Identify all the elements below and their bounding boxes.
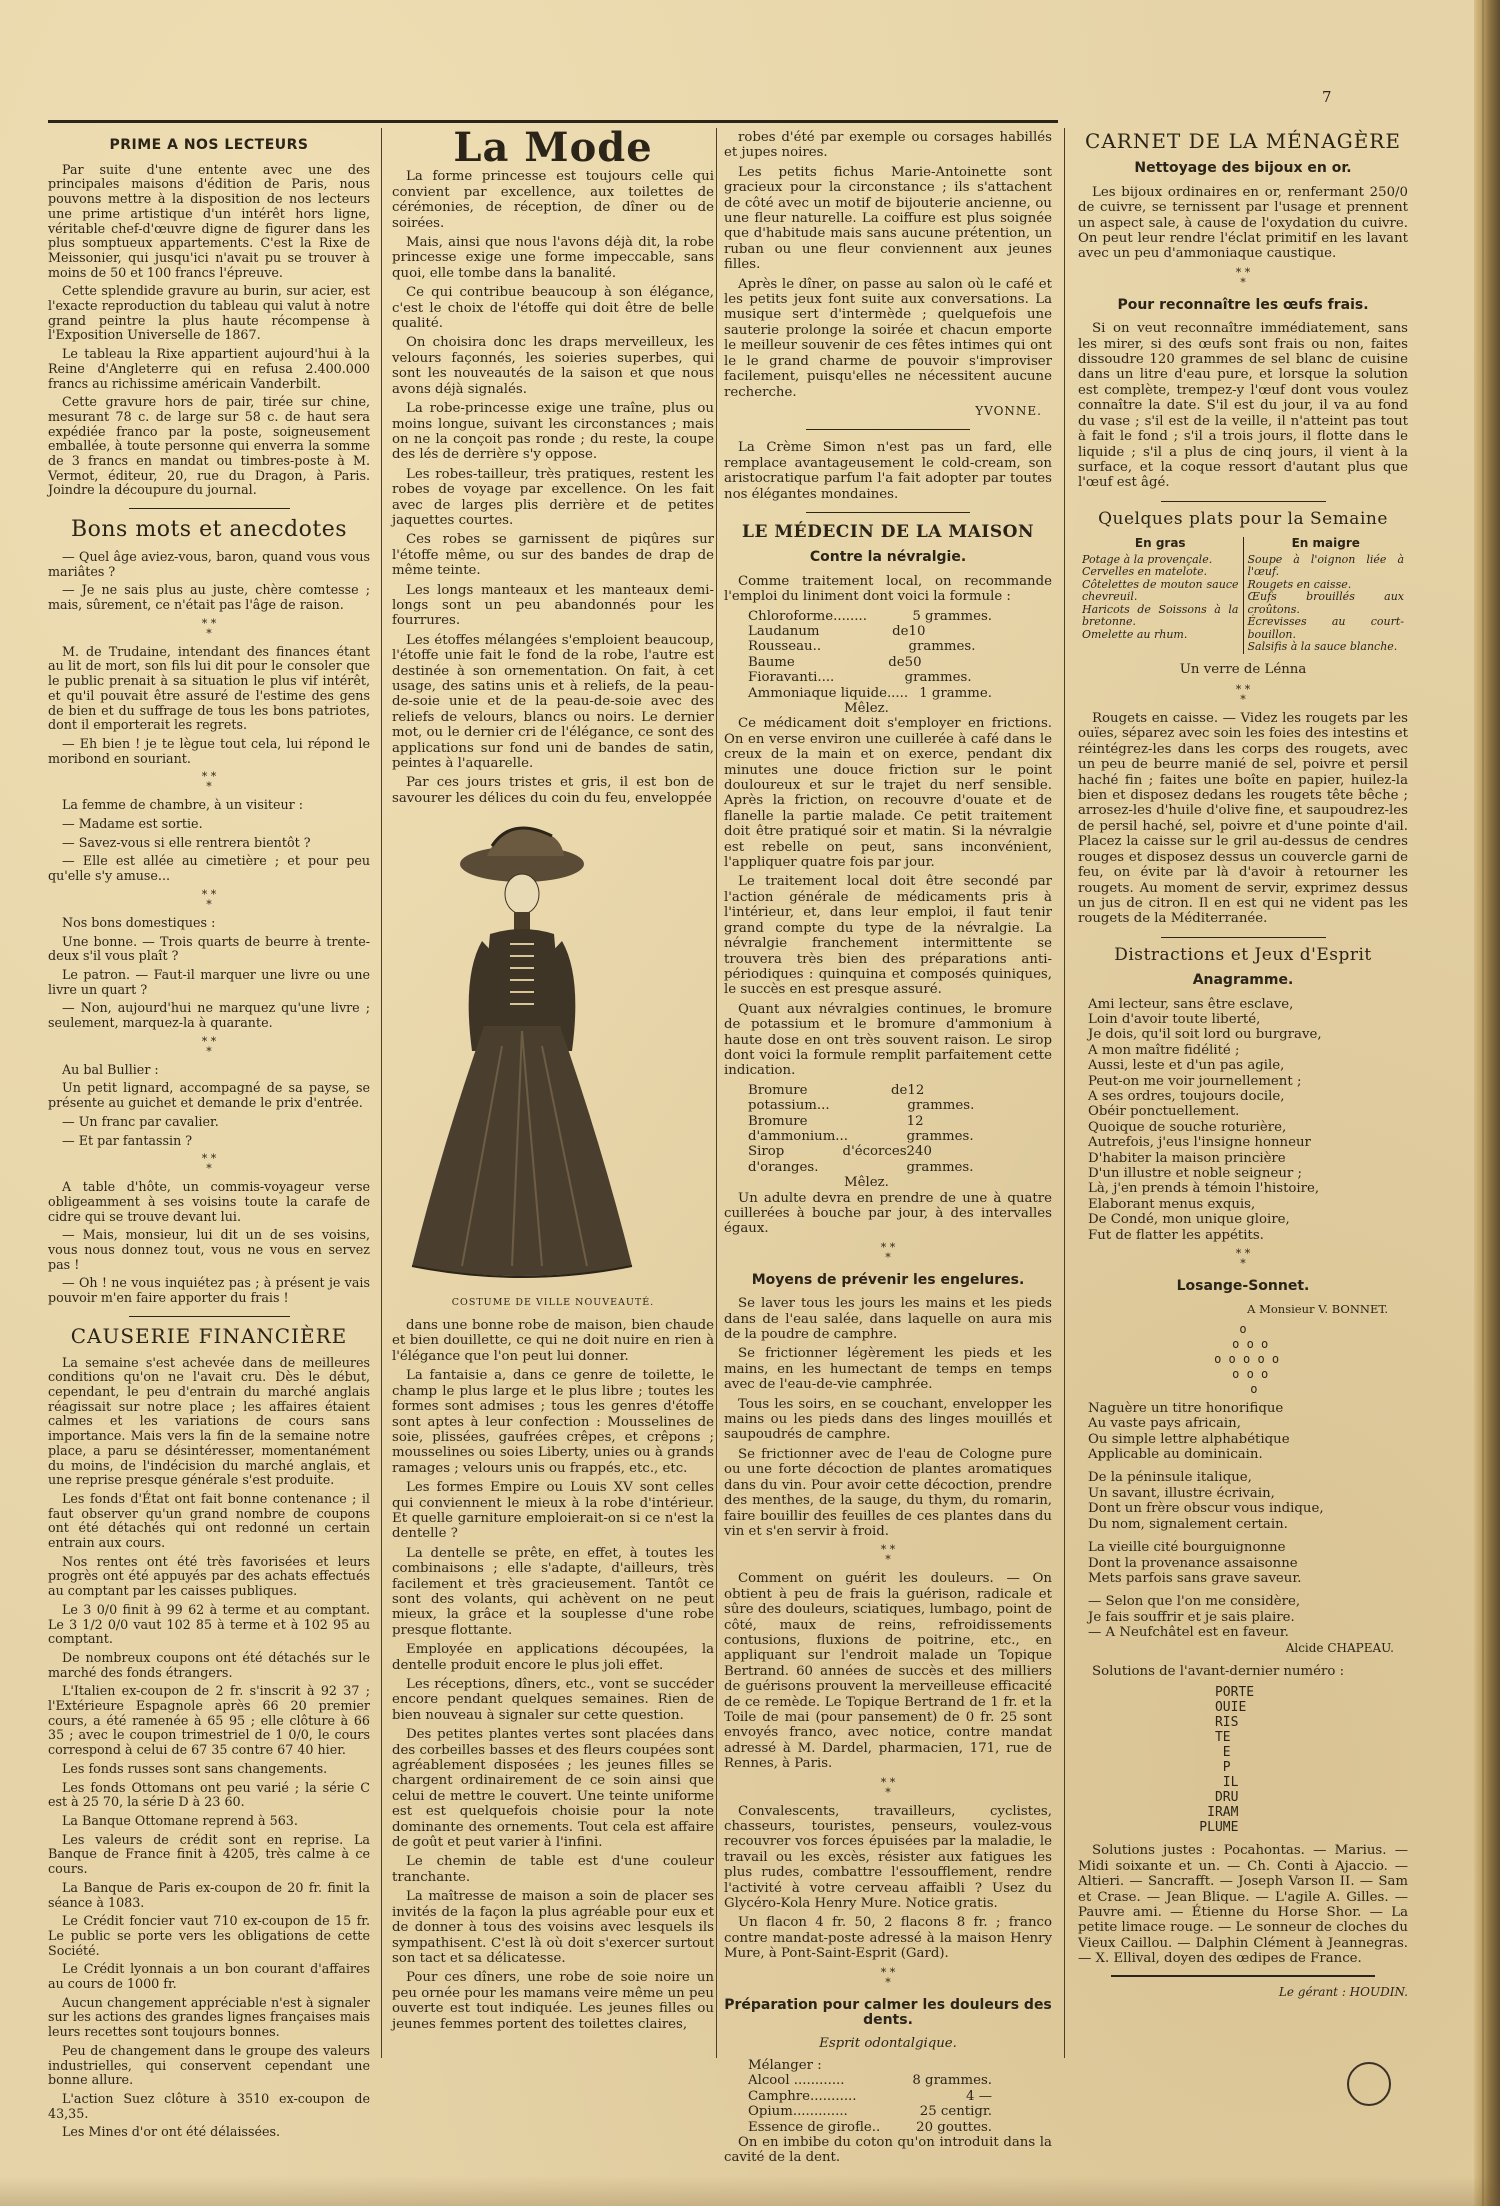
paragraph: — Et par fantassin ? — [62, 1132, 193, 1148]
mode-title: La Mode — [453, 124, 653, 171]
figure-caption: COSTUME DE VILLE NOUVEAUTÉ. — [451, 1296, 655, 1308]
paragraph: La semaine s'est achevée dans de meilleures conditions qu'on ne l'avait cru. Dès le début, cependant, le peu d'entrain du marché anglais réagissait sur notre place ; les affaires étaient calmes et les variations de cours sans importance. Mais vers la fin de la semaine notre place, a paru se désintéresser, momentanément du moins, de l'indécision du marché anglais, et une reprise presque générale s'est produite. — [48, 1354, 370, 1488]
paragraph: La forme princesse est toujours celle qui convient par excellence, aux toilettes de cérémonies, de réception, de dîner ou de soirées. — [392, 169, 714, 231]
dose-ingredient: Ammoniaque liquide..... — [748, 685, 909, 701]
paragraph: Cette gravure hors de pair, tirée sur chine, mesurant 78 c. de large sur 58 c. de haut sera expédiée franco par la poste, soigneusement emballée, à toute personne qui enverra la somme de 3 francs en mandat ou timbres-poste à M. Vermot, éditeur, 20, rue du Dragon, à Paris. Joindre la découpure du journal. — [48, 394, 370, 498]
melanger-label: Mélanger : — [748, 2057, 822, 2073]
plats-title: Quelques plats pour la Semaine — [1098, 508, 1388, 529]
separator — [806, 512, 970, 513]
dose-ingredient: Opium............. — [748, 2104, 848, 2120]
dose-ingredient: Essence de girofle.. — [748, 2119, 881, 2135]
asterism: * * * — [880, 1240, 896, 1264]
medecin-title: LE MÉDECIN DE LA MAISON — [741, 521, 1034, 542]
verse-line: Aussi, leste et d'un pas agile, — [1088, 1058, 1285, 1074]
verse-line: Écrevisses au court-bouillon. — [1247, 615, 1404, 641]
paragraph: Les étoffes mélangées s'emploient beaucoup, l'étoffe unie fait le fond de la robe, l'autre est destinée à son ornementation. On fait, à cet usage, des satins unis et à reliefs, de la peau-de-soie unie et de la peau-de-soie avec des reliefs de velours, blancs ou noirs. Le dernier mot, ou le dernier cri de l'élégance, ce sont des applications sur fond uni de bandes de satin, peintes à l'aquarelle. — [392, 632, 714, 772]
closing-rule — [1111, 1975, 1375, 1977]
nevralgie-intro: Comme traitement local, on recommande l'emploi du liniment dont voici la formule : — [724, 573, 1052, 605]
paragraph: Des petites plantes vertes sont placées dans des corbeilles basses et des fleurs coupées sont agréablement disposées ; les jeunes filles se chargent ordinairement de ce soin ainsi que celui de mettre le couvert. Une teinte uniforme est est quelquefois choisie pour la note dominante des ornements. Tout cela est affaire de goût et peut varier à l'infini. — [392, 1727, 714, 1851]
paragraph: Par ces jours tristes et gris, il est bon de savourer les délices du coin du feu, enveloppée — [392, 775, 714, 806]
paragraph: Les valeurs de crédit sont en reprise. La Banque de France finit à 4205, très calme à ce cours. — [48, 1831, 370, 1877]
verse-line — [1088, 1532, 1408, 1540]
verse-line: Haricots de Soissons à la bretonne. — [1082, 602, 1239, 629]
verse-line: Elaborant menus exquis, — [1088, 1196, 1256, 1212]
creme-ad: La Crème Simon n'est pas un fard, elle remplace avantageusement le cold-cream, son aristocratique parfum l'a fait adopter par toutes nos élégantes mondaines. — [724, 440, 1052, 502]
adulte-note: Un adulte devra en prendre de une à quatre cuillerées à bouche par jour, à des intervalles égaux. — [724, 1190, 1052, 1237]
verse-line: Naguère un titre honorifique — [1088, 1400, 1284, 1416]
verse-line: Rougets en caisse. — [1247, 577, 1352, 591]
verse-line: Œufs brouillés aux croûtons. — [1247, 590, 1404, 616]
mode-signature: YVONNE. — [975, 403, 1042, 418]
bons-mots-body — [48, 550, 370, 1306]
paragraph: Le chemin de table est d'une couleur tranchante. — [392, 1854, 714, 1885]
paragraph: La femme de chambre, à un visiteur : — [62, 797, 304, 813]
mode-body-after — [392, 1318, 714, 2032]
bijoux-text: Les bijoux ordinaires en or, renfermant 250/0 de cuivre, se ternissent par l'usage et prennent un aspect sale, à cause de l'oxydation du cuivre. On peut leur rendre l'éclat primitif en les lavant avec un peu d'ammoniaque caustique. — [1078, 184, 1408, 262]
paragraph: — Savez-vous si elle rentrera bientôt ? — [62, 834, 311, 850]
separator — [129, 508, 290, 509]
dose-amount: 25 centigr. — [919, 2104, 992, 2120]
maigre-list — [1248, 554, 1405, 654]
dose-row — [748, 2104, 1052, 2119]
asterism: * * * — [1235, 265, 1251, 289]
dose-amount: 5 grammes. — [912, 608, 992, 624]
paragraph: — Un franc par cavalier. — [62, 1113, 219, 1129]
verse-line: Dont un frère obscur vous indique, — [1088, 1501, 1324, 1517]
paragraph: A table d'hôte, un commis-voyageur verse obligeamment à ses voisins toute la carafe de cidre qui se trouve devant lui. — [48, 1179, 370, 1224]
asterism: * * * — [880, 1965, 896, 1989]
sonnet-signature: Alcide CHAPEAU. — [1285, 1640, 1394, 1655]
verse-line: Je dois, qu'il soit lord ou burgrave, — [1088, 1027, 1322, 1043]
column-rule — [381, 128, 382, 2058]
verse-line: D'habiter la maison princière — [1088, 1150, 1286, 1166]
flacon-ad: Un flacon 4 fr. 50, 2 flacons 8 fr. ; franco contre mandat-poste adressé à la maison Henry Mure, à Pont-Saint-Esprit (Gard). — [724, 1915, 1052, 1962]
paragraph: — Eh bien ! je te lègue tout cela, lui répond le moribond en souriant. — [48, 735, 370, 766]
verse-line: De Condé, mon unique gloire, — [1088, 1212, 1290, 1228]
engelures-body — [724, 1296, 1052, 1539]
page-edge — [1474, 0, 1500, 2206]
dose-row — [748, 1144, 1052, 1175]
gras-list — [1082, 554, 1239, 642]
verse-line: Au vaste pays africain, — [1088, 1416, 1241, 1432]
prime-title: PRIME A NOS LECTEURS — [109, 137, 309, 153]
paragraph: Tous les soirs, en se couchant, envelopper les mains ou les pieds dans des linges mouillés et saupoudrés de camphre. — [724, 1396, 1052, 1443]
paragraph: Peu de changement dans le groupe des valeurs industrielles, qui conservent cependant une bonne allure. — [48, 2042, 370, 2088]
verse-line: Peut-on me voir journellement ; — [1088, 1073, 1302, 1089]
verse-line: Dont la provenance assaisonne — [1088, 1555, 1298, 1571]
separator — [1161, 501, 1326, 502]
dose-list — [724, 1083, 1052, 1175]
paragraph: Se laver tous les jours les mains et les pieds dans de l'eau salée, dans laquelle on aura mis de la poudre de camphre. — [724, 1296, 1052, 1343]
separator — [129, 1316, 290, 1317]
paragraph: Les fonds Ottomans ont peu varié ; la série C est à 25 70, la série D à 23 60. — [48, 1779, 370, 1810]
verse-line: Autrefois, j'eus l'insigne honneur — [1088, 1135, 1311, 1151]
verse-line — [1088, 1462, 1408, 1470]
nevralgie-body — [724, 716, 1052, 1078]
dose-amount: 12 grammes. — [906, 1113, 974, 1144]
convalescents-ad: Convalescents, travailleurs, cyclistes, chasseurs, touristes, penseurs, voulez-vous recouvrer vos forces épuisées par la maladie, le travail ou les excès, résister aux fatigues les plus rudes, combattre l'essoufflement, rendre l'activité à votre cerveau affaibli ? Usez du Glycéro-Kola Henry Mure. Notice gratis. — [724, 1803, 1052, 1912]
column-4 — [1078, 130, 1408, 2000]
paragraph: Aucun changement appréciable n'est à signaler sur les actions des grandes lignes françaises mais leurs recettes sont toujours bonnes. — [48, 1994, 370, 2040]
dents-subtitle: Esprit odontalgique. — [819, 2036, 957, 2052]
dose-row — [748, 2120, 1052, 2135]
paragraph: Ce qui contribue beaucoup à son élégance, c'est le choix de l'étoffe qui doit être de belle qualité. — [392, 285, 714, 332]
verse-line: Là, j'en prends à témoin l'histoire, — [1088, 1181, 1320, 1197]
paragraph: Nos rentes ont été très favorisées et leurs progrès ont été appuyés par des achats effectués au comptant par les caisses publiques. — [48, 1553, 370, 1599]
dents-title: Préparation pour calmer les douleurs des dents. — [724, 1996, 1052, 2029]
paragraph: La maîtresse de maison a soin de placer ses invités de la façon la plus agréable pour eux et de donner à tous des voisins avec lesquels ils sympathisent. C'est là où doit s'exercer surtout son tact et sa délicatesse. — [392, 1889, 714, 1966]
paragraph: — Je ne sais plus au juste, chère comtesse ; mais, sûrement, ce n'était pas l'âge de raison. — [48, 582, 370, 612]
anagramme-title: Anagramme. — [1192, 972, 1294, 989]
paragraph: Les Mines d'or ont été délaissées. — [62, 2124, 281, 2140]
separator — [806, 429, 970, 430]
dose-ingredient: Bromure d'ammonium... — [748, 1113, 848, 1144]
nevralgie-title: Contre la névralgie. — [809, 549, 967, 566]
paragraph: Employée en applications découpées, la dentelle produit encore le plus joli effet. — [392, 1642, 714, 1673]
paragraph: Après le dîner, on passe au salon où le café et les petits jeux font suite aux conversations. La musique sert d'intermède ; quelquefois une sauterie prolonge la soirée et chacun emporte le meilleur souvenir de ces fêtes intimes qui ont le le grand charme de pouvoir s'improviser facilement, puisqu'elles ne nécessitent aucune recherche. — [724, 276, 1052, 400]
paragraph: Les formes Empire ou Louis XV sont celles qui conviennent le mieux à la robe d'intérieur. Et quelle garniture emploierait-on si ce n'est la dentelle ? — [392, 1480, 714, 1542]
dose-row — [748, 1114, 1052, 1145]
anagramme-verse — [1078, 997, 1408, 1244]
menu-gras — [1078, 537, 1243, 654]
verse-line — [1088, 1586, 1408, 1594]
menu-table — [1078, 537, 1408, 654]
paragraph: Les petits fichus Marie-Antoinette sont gracieux pour la circonstance ; ils s'attachent de côté avec un motif de bijouterie ancienne, ou une fleur naturelle. La coiffure est plus soignée que d'habitude mais sans aucune prétention, un ruban ou une fleur conviennent aux jeunes filles. — [724, 164, 1052, 273]
dose-row — [748, 686, 1052, 701]
dose-ingredient: Sirop d'écorces d'oranges. — [748, 1144, 907, 1175]
paragraph: Au bal Bullier : — [62, 1061, 159, 1077]
paragraph: Une bonne. — Trois quarts de beurre à trente-deux s'il vous plaît ? — [48, 933, 370, 964]
paragraph: Le patron. — Faut-il marquer une livre ou une livre un quart ? — [48, 966, 370, 997]
verse-line: Potage à la provençale. — [1082, 552, 1213, 566]
paragraph: La Banque Ottomane reprend à 563. — [62, 1812, 298, 1828]
dose-amount: 8 grammes. — [912, 2073, 992, 2089]
verse-line: Fut de flatter les appétits. — [1088, 1227, 1264, 1243]
paragraph: Pour ces dîners, une robe de soie noire un peu ornée pour les mamans veire même un peu ouverte est tout indiquée. Les jeunes filles ou jeunes femmes portent des toilettes claires, — [392, 1970, 714, 2032]
verse-line: Salsifis à la sauce blanche. — [1247, 640, 1398, 654]
paragraph: — Elle est allée au cimetière ; et pour peu qu'elle s'y amuse... — [48, 853, 370, 884]
paragraph: Ces robes se garnissent de piqûres sur l'étoffe même, ou sur des bandes de drap de même teinte. — [392, 532, 714, 579]
paragraph: Cette splendide gravure au burin, sur acier, est l'exacte reproduction du tableau qui valut à notre grand peintre la plus haute récompense à l'Exposition Universelle de 1867. — [48, 283, 370, 343]
dose-amount: 50 grammes. — [904, 654, 972, 686]
engelures-title: Moyens de prévenir les engelures. — [751, 1271, 1025, 1288]
paragraph: — Quel âge aviez-vous, baron, quand vous vous mariâtes ? — [48, 548, 370, 579]
verse-line: Mets parfois sans grave saveur. — [1088, 1570, 1302, 1586]
paragraph: La robe-princesse exige une traîne, plus ou moins longue, suivant les circonstances ; mais on ne la conçoit pas ronde ; du reste, la coupe des lés de derrière s'y oppose. — [392, 401, 714, 463]
asterism: * * * — [201, 616, 217, 640]
paragraph: — Oh ! ne vous inquiétez pas ; à présent je vais pouvoir m'en faire apporter du frais ! — [48, 1275, 370, 1306]
menu-maigre — [1243, 537, 1409, 654]
verse-line: Ami lecteur, sans être esclave, — [1088, 996, 1294, 1012]
losange-grid: o o o o o o o o o o o o o — [1214, 1321, 1280, 1396]
paragraph: Le 3 0/0 finit à 99 62 à terme et au comptant. Le 3 1/2 0/0 vaut 102 85 à terme et à 102 95 au comptant. — [48, 1601, 370, 1647]
fashion-illustration — [392, 816, 652, 1286]
bons-mots-title: Bons mots et anecdotes — [70, 517, 348, 543]
paragraph: L'action Suez clôture à 3510 ex-coupon de 43,35. — [48, 2090, 370, 2121]
oeufs-title: Pour reconnaître les œufs frais. — [1117, 296, 1369, 313]
verse-line: Je fais souffrir et je sais plaire. — [1088, 1609, 1295, 1625]
solutions-words: PORTE OUIE RIS TE E P IL DRU IRAM PLUME — [1199, 1685, 1255, 1836]
dedicace: A Monsieur V. BONNET. — [1247, 1302, 1388, 1317]
asterism: * * * — [201, 1152, 217, 1176]
verse-line: De la péninsule italique, — [1088, 1470, 1252, 1486]
paragraph: — Madame est sortie. — [62, 816, 203, 832]
paragraph: Les robes-tailleur, très pratiques, restent les robes de voyage par excellence. On les fait avec de larges plis derrière et de petites jaquettes courtes. — [392, 466, 714, 528]
dose-list — [724, 2073, 1052, 2135]
page-number: 7 — [1322, 88, 1332, 106]
dose-ingredient: Chloroforme........ — [748, 608, 867, 624]
paragraph: Quant aux névralgies continues, le bromure de potassium et le bromure d'ammonium à haute dose en ont très souvent raison. Le sirop dont voici la formule remplit parfaitement cette indication. — [724, 1001, 1052, 1079]
paragraph: La Banque de Paris ex-coupon de 20 fr. finit la séance à 1083. — [48, 1879, 370, 1910]
paragraph: — Non, aujourd'hui ne marquez qu'une livre ; seulement, marquez-la à quarante. — [48, 1000, 370, 1031]
separator — [1161, 937, 1326, 938]
dose-row — [748, 2089, 1052, 2104]
header-rule — [48, 120, 1058, 123]
dose-row — [748, 609, 1052, 624]
paragraph: Mais, ainsi que nous l'avons déjà dit, la robe princesse exige une forme impeccable, sans quoi, elle tombe dans la banalité. — [392, 235, 714, 281]
paragraph: — Mais, monsieur, lui dit un de ses voisins, vous nous donnez tout, vous ne vous en servez pas ! — [48, 1227, 370, 1272]
paragraph: La fantaisie a, dans ce genre de toilette, le champ le plus large et le plus libre ; toutes les formes sont admises ; tous les genres d'étoffe sont aptes à leur confection : Mousselines de soie, plissées, gaufrées crêpes, et crêpons ; mousselines ou soies Liberty, unies ou à grands ramages ; velours unis ou frappés, etc., etc. — [392, 1368, 714, 1476]
plats-signature: Un verre de Lénna — [1179, 661, 1307, 677]
column-3 — [724, 130, 1052, 2170]
paragraph: M. de Trudaine, intendant des finances étant au lit de mort, son fils lui dit pour le consoler que le public prenait à sa situation le plus vif intérêt, et qu'il pouvait être assuré de l'estime des gens de bien et du suffrage de tous les bons patriotes, dont il emporterait les regrets. — [48, 643, 370, 733]
column-rule — [716, 128, 717, 2058]
paragraph: Le Crédit foncier vaut 710 ex-coupon de 15 fr. Le public se porte vers les obligations de cette Société. — [48, 1913, 370, 1958]
verse-line: A mon maître fidélité ; — [1088, 1042, 1240, 1058]
verse-line: Applicable au dominicain. — [1088, 1447, 1263, 1463]
verse-line: D'un illustre et noble seigneur ; — [1088, 1166, 1302, 1181]
melez: Mêlez. — [844, 701, 889, 716]
paragraph: Les réceptions, dîners, etc., vont se succéder encore pendant quelques semaines. Rien de bien nouveau à signaler sur cette question. — [392, 1677, 714, 1723]
mode-body-before — [392, 169, 714, 806]
solutions-justes: Solutions justes : Pocahontas. — Marius. — Midi soixante et un. — Ch. Conti à Ajaccio. — Altieri. — Sancrafft. — Joseph Varson II. — Sam et Crase. — Jean Blique. — L'agile A. Gilles. — Pauvre ami. — Étienne du Horse Shor. — La petite limace rouge. — Le sonneur de cloches du Vieux Caillou. — Dalphin Clément à Jeannegras. — X. Ellival, doyen des œdipes de France. — [1078, 1843, 1408, 1967]
asterism: * * * — [201, 770, 217, 794]
dose-amount: 240 grammes. — [906, 1144, 974, 1175]
dose-ingredient: Baume de Fioravanti.... — [748, 654, 905, 686]
paragraph: Se frictionner avec de l'eau de Cologne pure ou une forte décoction de plantes aromatiques dans du vin. Pour avoir cette décoction, prendre des menthes, de la sauge, du thym, du romarin, faire bouillir des feuilles de ces plantes dans du vin et s'en servir à froid. — [724, 1446, 1052, 1539]
verse-line: Soupe à l'oignon liée à l'œuf. — [1247, 552, 1404, 579]
verse-line: Cervelles en matelote. — [1082, 565, 1208, 579]
dose-ingredient: Bromure de potassium... — [748, 1082, 908, 1114]
prime-body — [48, 163, 370, 498]
bijoux-title: Nettoyage des bijoux en or. — [1134, 160, 1352, 177]
paragraph: De nombreux coupons ont été détachés sur le marché des fonds étrangers. — [48, 1649, 370, 1680]
paragraph: Le Crédit lyonnais a un bon courant d'affaires au cours de 1000 fr. — [48, 1961, 370, 1992]
asterism: * * * — [201, 887, 217, 911]
dose-ingredient: Alcool ............ — [748, 2073, 845, 2089]
oeufs-text: Si on veut reconnaître immédiatement, sans les mirer, si des œufs sont frais ou non, faites dissoudre 120 grammes de sel blanc de cuisine dans un litre d'eau pure, et lorsque la solution est complète, trempez-y l'œuf dont vous voulez connaître la date. S'il est du jour, il va au fond du vase ; s'il est de la veille, il n'atteint pas tout à fait le fond ; s'il a trois jours, il flotte dans le liquide ; s'il a plus de cinq jours, il vient à la surface, et la coque ressort d'autant plus que l'œuf est âgé. — [1078, 321, 1408, 491]
dose-ingredient: Laudanum de Rousseau.. — [748, 623, 909, 655]
douleurs-ad: Comment on guérit les douleurs. — On obtient à peu de frais la guérison, radicale et sûre des douleurs, sciatiques, lumbago, point de côté, maux de reins, refroidissements contusions, fluxions de poitrine, etc., en appliquant sur l'endroit malade un Topique Bertrand. 60 années de succès et des milliers de guérisons prouvent la merveilleuse efficacité de ce remède. Le Topique Bertrand de 1 fr. et la Toile de mai (pour pansement) de 0 fr. 25 sont envoyés franco, avec notice, contre mandat adressé à M. Dardel, pharmacien, 171, rue de Rennes, à Paris. — [724, 1571, 1052, 1772]
verse-line: La vieille cité bourguignonne — [1088, 1540, 1286, 1556]
gras-heading: En gras — [1134, 536, 1186, 551]
dose-amount: 4 — — [966, 2088, 992, 2104]
paragraph: L'Italien ex-coupon de 2 fr. s'inscrit à 92 37 ; l'Extérieure Espagnole après 66 20 premier cours, a été ramenée à 65 95 ; elle clôture à 66 35 ; avec le coupon trimestriel de 1 0/0, le cours correspond à celui de 67 35 contre 67 40 hier. — [48, 1683, 370, 1758]
paragraph: On choisira donc les draps merveilleux, les velours façonnés, les soieries superbes, qui sont les nouveautés de la saison et que nous avons déjà signalés. — [392, 335, 714, 397]
dose-amount: 1 gramme. — [919, 685, 992, 701]
column-1 — [48, 130, 370, 2144]
paragraph: La dentelle se prête, en effet, à toutes les combinaisons ; elle s'adapte, d'ailleurs, très facilement et très gracieusement. Tantôt ce sont des volants, qui achèvent on ne peut mieux, la grâce et la souplesse d'une robe presque flottante. — [392, 1545, 714, 1638]
verse-line: — A Neufchâtel est en faveur. — [1088, 1625, 1289, 1641]
column-2 — [392, 124, 714, 2036]
menagere-title: CARNET DE LA MÉNAGÈRE — [1085, 129, 1401, 153]
gerant-line: Le gérant : HOUDIN. — [1278, 1984, 1408, 1999]
mode-continuation — [724, 130, 1052, 400]
verse-line: Côtelettes de mouton sauce chevreuil. — [1082, 577, 1239, 604]
dose-row — [748, 1083, 1052, 1114]
verse-line: Du nom, signalement certain. — [1088, 1516, 1288, 1532]
asterism: * * * — [1235, 1247, 1251, 1271]
paragraph: Les longs manteaux et les manteaux demi-longs sont un peu abandonnés pour les fourrures. — [392, 582, 714, 629]
dose-amount: 20 gouttes. — [916, 2119, 992, 2135]
ink-stamp — [1347, 2062, 1391, 2106]
dose-row — [748, 655, 1052, 686]
maigre-heading: En maigre — [1291, 536, 1360, 551]
asterism: * * * — [880, 1543, 896, 1567]
paragraph: Par suite d'une entente avec une des principales maisons d'édition de Paris, nous pouvons mettre à la disposition de nos lecteurs une prime artistique d'un intérêt hors ligne, véritable chef-d'œuvre digne de figurer dans les plus somptueux appartements. C'est la Rixe de Meissonier, qui jusqu'ici n'avait pu se trouver à moins de 50 et 100 francs l'épreuve. — [48, 161, 370, 280]
paragraph: Se frictionner légèrement les pieds et les mains, en les humectant de temps en temps avec de l'eau-de-vie camphrée. — [724, 1346, 1052, 1393]
page-shadow — [0, 2176, 1500, 2206]
losange-title: Losange-Sonnet. — [1176, 1278, 1310, 1295]
paragraph: Un petit lignard, accompagné de sa payse, se présente au guichet et demande le prix d'entrée. — [48, 1080, 370, 1111]
dose-row — [748, 624, 1052, 655]
causerie-body — [48, 1356, 370, 2140]
paragraph: Le traitement local doit être secondé par l'action générale de médicaments pris à l'intérieur, et, dans leur emploi, il faut tenir grand compte du type de la névralgie. La névralgie franchement intermittente se trouvera très bien des préparations anti-périodiques : quinquina et composés quiniques, le succès en est presque assuré. — [724, 874, 1052, 998]
paragraph: robes d'été par exemple ou corsages habillés et jupes noires. — [724, 130, 1052, 161]
paragraph: Les fonds russes sont sans changements. — [62, 1760, 328, 1776]
paragraph: Nos bons domestiques : — [62, 914, 216, 930]
verse-line: Un savant, illustre écrivain, — [1088, 1485, 1275, 1501]
verse-line: Obéir ponctuellement. — [1088, 1104, 1240, 1120]
asterism: * * * — [1235, 683, 1251, 707]
asterism: * * * — [880, 1775, 896, 1799]
dose-amount: 12 grammes. — [907, 1082, 975, 1114]
dose-list — [724, 609, 1052, 701]
verse-line: — Selon que l'on me considère, — [1088, 1594, 1301, 1610]
solutions-label: Solutions de l'avant-dernier numéro : — [1092, 1663, 1345, 1679]
paragraph: Le tableau la Rixe appartient aujourd'hui à la Reine d'Angleterre qui en refusa 2.400.000 francs au richissime américain Vanderbilt. — [48, 346, 370, 391]
causerie-title: CAUSERIE FINANCIÈRE — [70, 1323, 348, 1348]
paragraph: Ce médicament doit s'employer en frictions. On en verse environ une cuillerée à café dans le creux de la main et on exerce, pendant dix minutes une douce friction sur le point douloureux et sur le trajet du nerf sensible. Après la friction, on recouvre d'ouate et de flanelle la partie malade. Ce petit traitement doit être pratiqué soir et matin. Si la névralgie est rebelle on peut, sans inconvénient, l'appliquer quatre fois par jour. — [724, 716, 1052, 871]
verse-line: Loin d'avoir toute liberté, — [1088, 1011, 1261, 1027]
paragraph: Les fonds d'État ont fait bonne contenance ; il faut observer qu'un grand nombre de coupons ont été détachés qui ont redonné un certain entrain aux cours. — [48, 1490, 370, 1551]
verse-line: Omelette au rhum. — [1082, 627, 1188, 641]
dose-ingredient: Camphre........... — [748, 2088, 857, 2104]
dose-amount: 10 grammes. — [908, 623, 976, 655]
column-rule — [1064, 128, 1065, 2058]
asterism: * * * — [201, 1034, 217, 1058]
dents-note: On en imbibe du coton qu'on introduit dans la cavité de la dent. — [724, 2134, 1052, 2166]
melez: Mêlez. — [844, 1175, 889, 1191]
rougets-text: Rougets en caisse. — Videz les rougets par les ouïes, séparez avec soin les foies des intestins et réintégrez-les dans les corps des rougets, avec un peu de beurre manié de sel, poivre et persil haché fin ; faites une boîte en papier, huilez-la bien et disposez dedans les rougets tête bêche ; arrosez-les d'huile d'olive fine, et saupoudrez-les de persil haché, sel, poivre et d'une pointe d'ail. Placez la caisse sur le gril au-dessus de cendres rouges et disposez dessus un couvercle garni de feu, on évite par là d'avoir à retourner les rougets. Au moment de servir, exprimez dessus un jus de citron. Il en est qui ne vident pas les rougets de la Méditerranée. — [1078, 711, 1408, 927]
paragraph: dans une bonne robe de maison, bien chaude et bien douillette, ce qui ne doit nuire en rien à l'élégance que l'on peut lui donner. — [392, 1318, 714, 1364]
verse-line: A ses ordres, toujours docile, — [1088, 1088, 1285, 1104]
dose-row — [748, 2073, 1052, 2088]
verse-line: Ou simple lettre alphabétique — [1088, 1431, 1290, 1447]
distractions-title: Distractions et Jeux d'Esprit — [1114, 944, 1372, 965]
sonnet-verse — [1078, 1401, 1408, 1641]
verse-line: Quoique de souche roturière, — [1088, 1119, 1287, 1135]
